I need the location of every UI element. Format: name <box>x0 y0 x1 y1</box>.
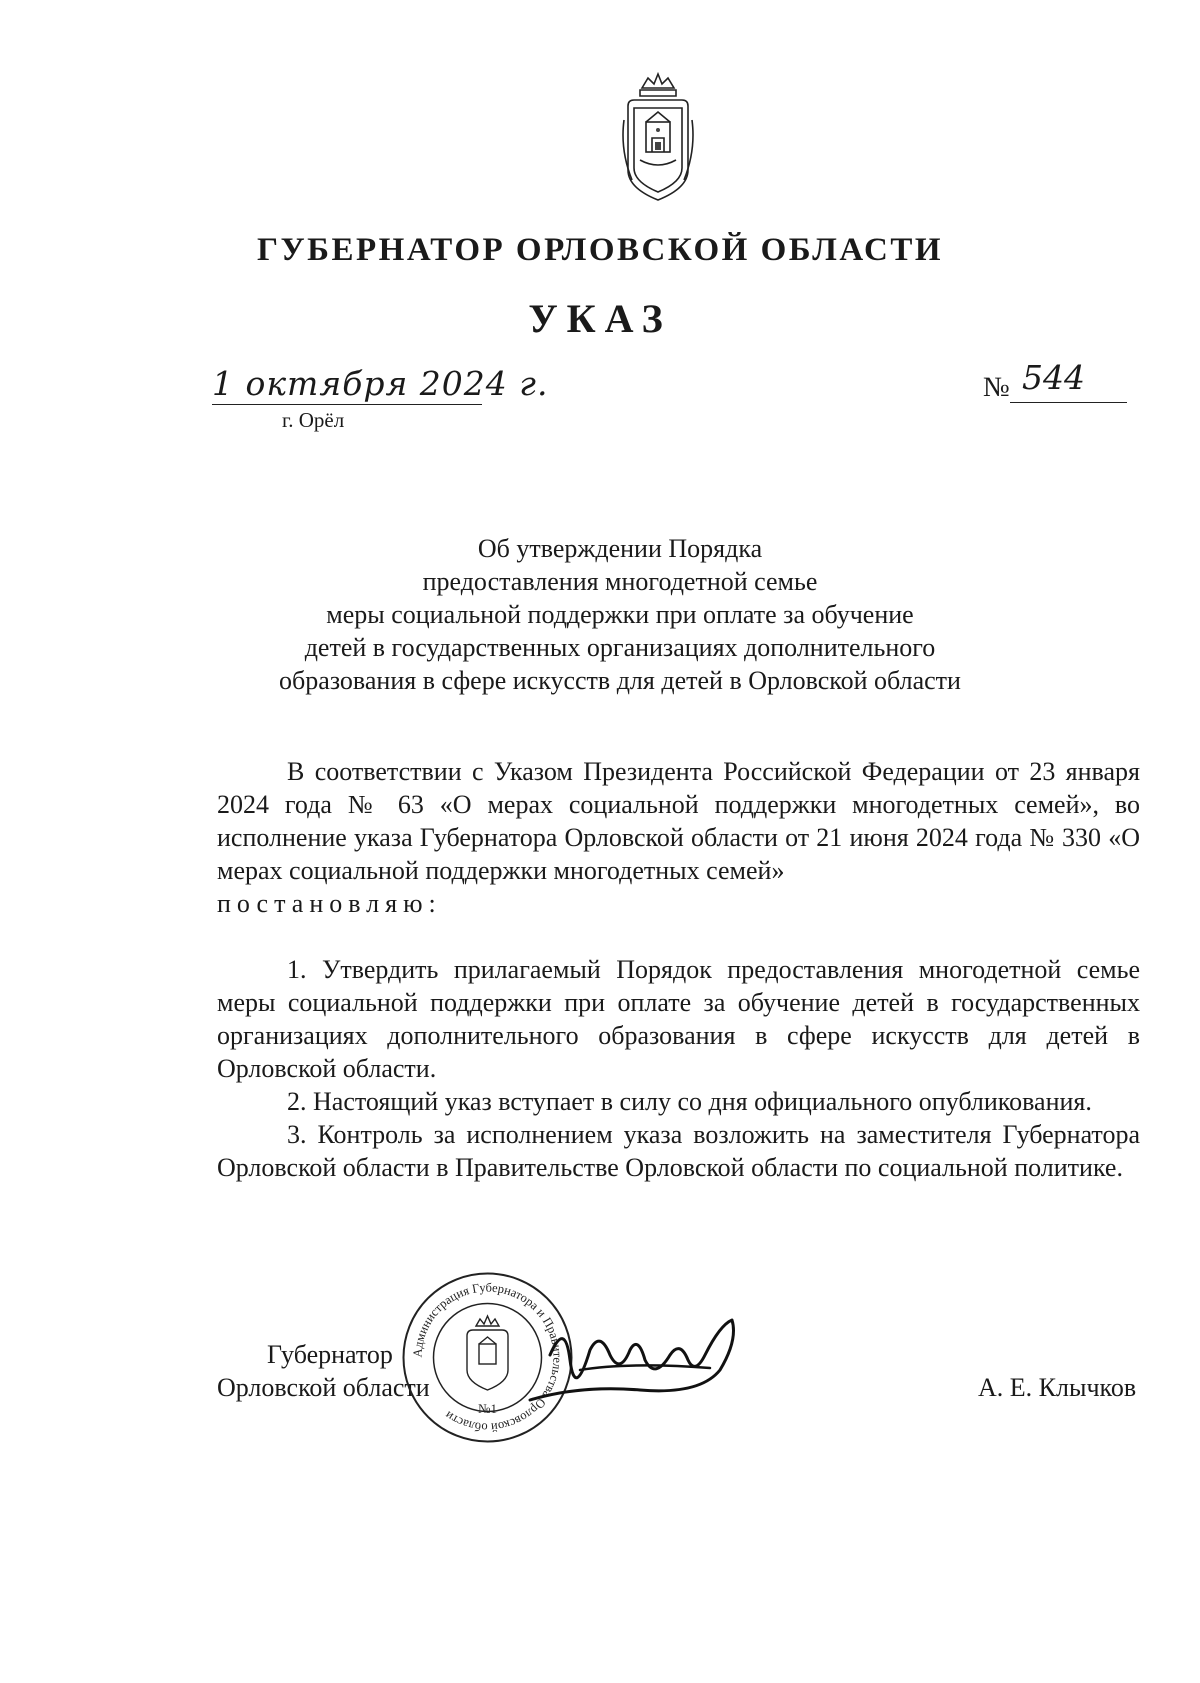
subject-line: образования в сфере искусств для детей в Орловской области <box>279 666 961 695</box>
handwritten-signature-icon <box>520 1300 750 1420</box>
document-type: УКАЗ <box>528 296 672 341</box>
signatory-title-line1: Губернатор <box>267 1340 393 1369</box>
document-number: 544 <box>1022 358 1085 397</box>
subject-line: предоставления многодетной семье <box>422 567 818 596</box>
city-label: г. Орёл <box>282 408 345 432</box>
subject-line: Об утверждении Порядка <box>477 534 763 563</box>
subject-line: детей в государственных организациях дополнительного <box>304 633 936 662</box>
signatory-title-line2: Орловской области <box>217 1373 430 1402</box>
decree-word: постановляю: <box>217 889 442 918</box>
subject-line: меры социальной поддержки при оплате за обучение <box>326 600 914 629</box>
signatory-title <box>217 1338 430 1404</box>
number-underline <box>1010 402 1127 403</box>
decree-item: 3. Контроль за исполнением указа возложить на заместителя Губернатора Орловской области в Правительстве Орловской области по социальной политике. <box>217 1120 1140 1182</box>
seal-ring-text: Администрация Губернатора и Правительства Орловской области <box>410 1280 565 1435</box>
preamble-paragraph: В соответствии с Указом Президента Российской Федерации от 23 января 2024 года № 63 «О мерах социальной поддержки многодетных семей», во исполнение указа Губернатора Орловской области от 21 июня 2024 года № 330 «О мерах социальной поддержки многодетных семей» <box>217 757 1140 885</box>
decree-item: 2. Настоящий указ вступает в силу со дня официального опубликования. <box>287 1087 1092 1116</box>
signatory-name: А. Е. Клычков <box>978 1373 1137 1402</box>
document-date: 1 октября 2024 г. <box>212 364 549 403</box>
decree-subject <box>200 532 1040 697</box>
issuing-authority: ГУБЕРНАТОР ОРЛОВСКОЙ ОБЛАСТИ <box>256 232 944 268</box>
coat-of-arms-icon <box>618 70 698 208</box>
seal-number: №1 <box>478 1401 497 1416</box>
decree-body <box>217 755 1140 1184</box>
number-sign: № <box>983 372 1010 403</box>
date-underline <box>212 404 482 405</box>
decree-item: 1. Утвердить прилагаемый Порядок предоставления многодетной семье меры социальной поддержки при оплате за обучение детей в государственных организациях дополнительного образования в сфере искусств для детей в Орловской области. <box>217 955 1140 1083</box>
